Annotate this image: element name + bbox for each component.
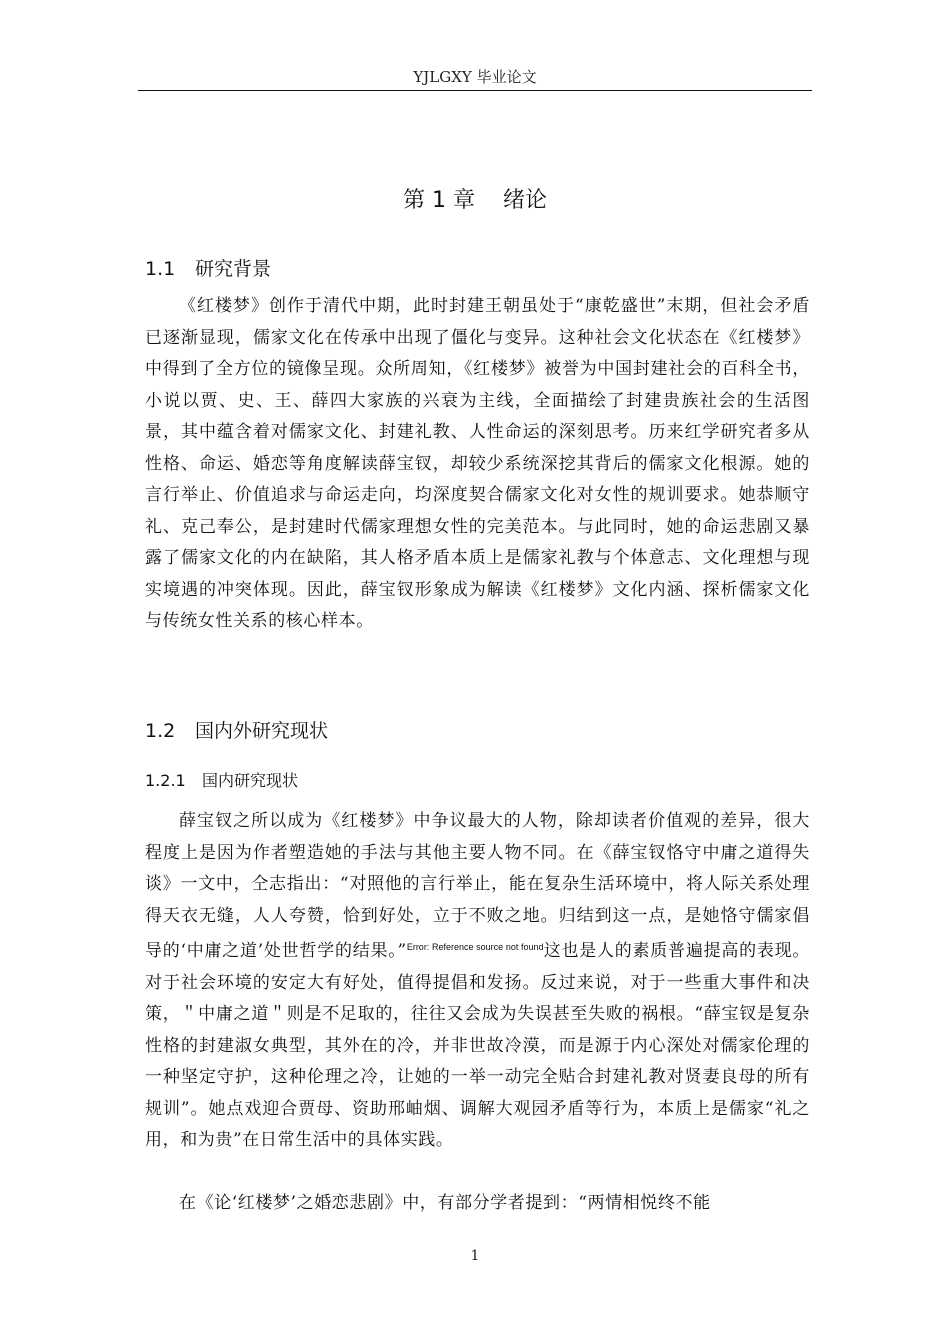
subsection-number: 1.2.1 [145, 771, 186, 790]
subsection-title: 国内研究现状 [202, 771, 299, 790]
reference-error: Error: Reference source not found [406, 942, 544, 952]
section-number: 1.1 [145, 258, 176, 280]
domestic-research-paragraph-2: 在《论‘红楼梦’之婚恋悲剧》中，有部分学者提到：“两情相悦终不能 [179, 1193, 711, 1213]
section-heading-1-1 [145, 254, 271, 281]
section-title: 研究背景 [195, 258, 272, 280]
chapter-name: 绪论 [502, 188, 547, 213]
section-number: 1.2 [145, 720, 176, 742]
paragraph-text-after-ref: 这也是人的素质普遍提高的表现。对于社会环境的安定大有好处，值得提倡和发扬。反过来说，对于一些重大事件和决策，＂中庸之道＂则是不足取的，往往又会成为失误甚至失败的祸根。“薛宝钗是复杂性格的封建淑女典型，其外在的冷，并非世故冷漠，而是源于内心深处对儒家伦理的一种坚定守护，这种伦理之冷，让她的一举一动完全贴合封建礼教对贤妻良母的所有规训”。她点戏迎合贾母、资助邢岫烟、调解大观园矛盾等行为，本质上是儒家“礼之用，和为贵”在日常生活中的具体实践。 [145, 941, 810, 1150]
subsection-heading-1-2-1 [145, 768, 298, 791]
header-rule [138, 90, 812, 91]
page-header: YJLGXY 毕业论文 [413, 68, 537, 86]
page-number: 1 [470, 1248, 480, 1264]
section-heading-1-2 [145, 716, 328, 743]
domestic-research-paragraph [145, 806, 810, 1157]
paragraph-text-before-ref: 薛宝钗之所以成为《红楼梦》中争议最大的人物，除却读者价值观的差异，很大程度上是因为作者塑造她的手法与其他主要人物不同。在《薛宝钗恪守中庸之道得失谈》一文中，仝志指出：“对照他的言行举止，能在复杂生活环境中，将人际关系处理得天衣无缝，人人夸赞，恰到好处，立于不败之地。归结到这一点，是她恪守儒家倡导的‘中庸之道’处世哲学的结果。” [145, 811, 810, 961]
background-paragraph: 《红楼梦》创作于清代中期，此时封建王朝虽处于“康乾盛世”末期，但社会矛盾已逐渐显现，儒家文化在传承中出现了僵化与变异。这种社会文化状态在《红楼梦》中得到了全方位的镜像呈现。众所周知，《红楼梦》被誉为中国封建社会的百科全书，小说以贾、史、王、薛四大家族的兴衰为主线，全面描绘了封建贵族社会的生活图景，其中蕴含着对儒家文化、封建礼教、人性命运的深刻思考。历来红学研究者多从性格、命运、婚恋等角度解读薛宝钗，却较少系统深挖其背后的儒家文化根源。她的言行举止、价值追求与命运走向，均深度契合儒家文化对女性的规训要求。她恭顺守礼、克己奉公，是封建时代儒家理想女性的完美范本。与此同时，她的命运悲剧又暴露了儒家文化的内在缺陷，其人格矛盾本质上是儒家礼教与个体意志、文化理想与现实境遇的冲突体现。因此，薛宝钗形象成为解读《红楼梦》文化内涵、探析儒家文化与传统女性关系的核心样本。 [145, 296, 810, 631]
chapter-title [0, 183, 950, 214]
chapter-number: 第 1 章 [403, 188, 475, 213]
section-title: 国内外研究现状 [195, 720, 329, 742]
